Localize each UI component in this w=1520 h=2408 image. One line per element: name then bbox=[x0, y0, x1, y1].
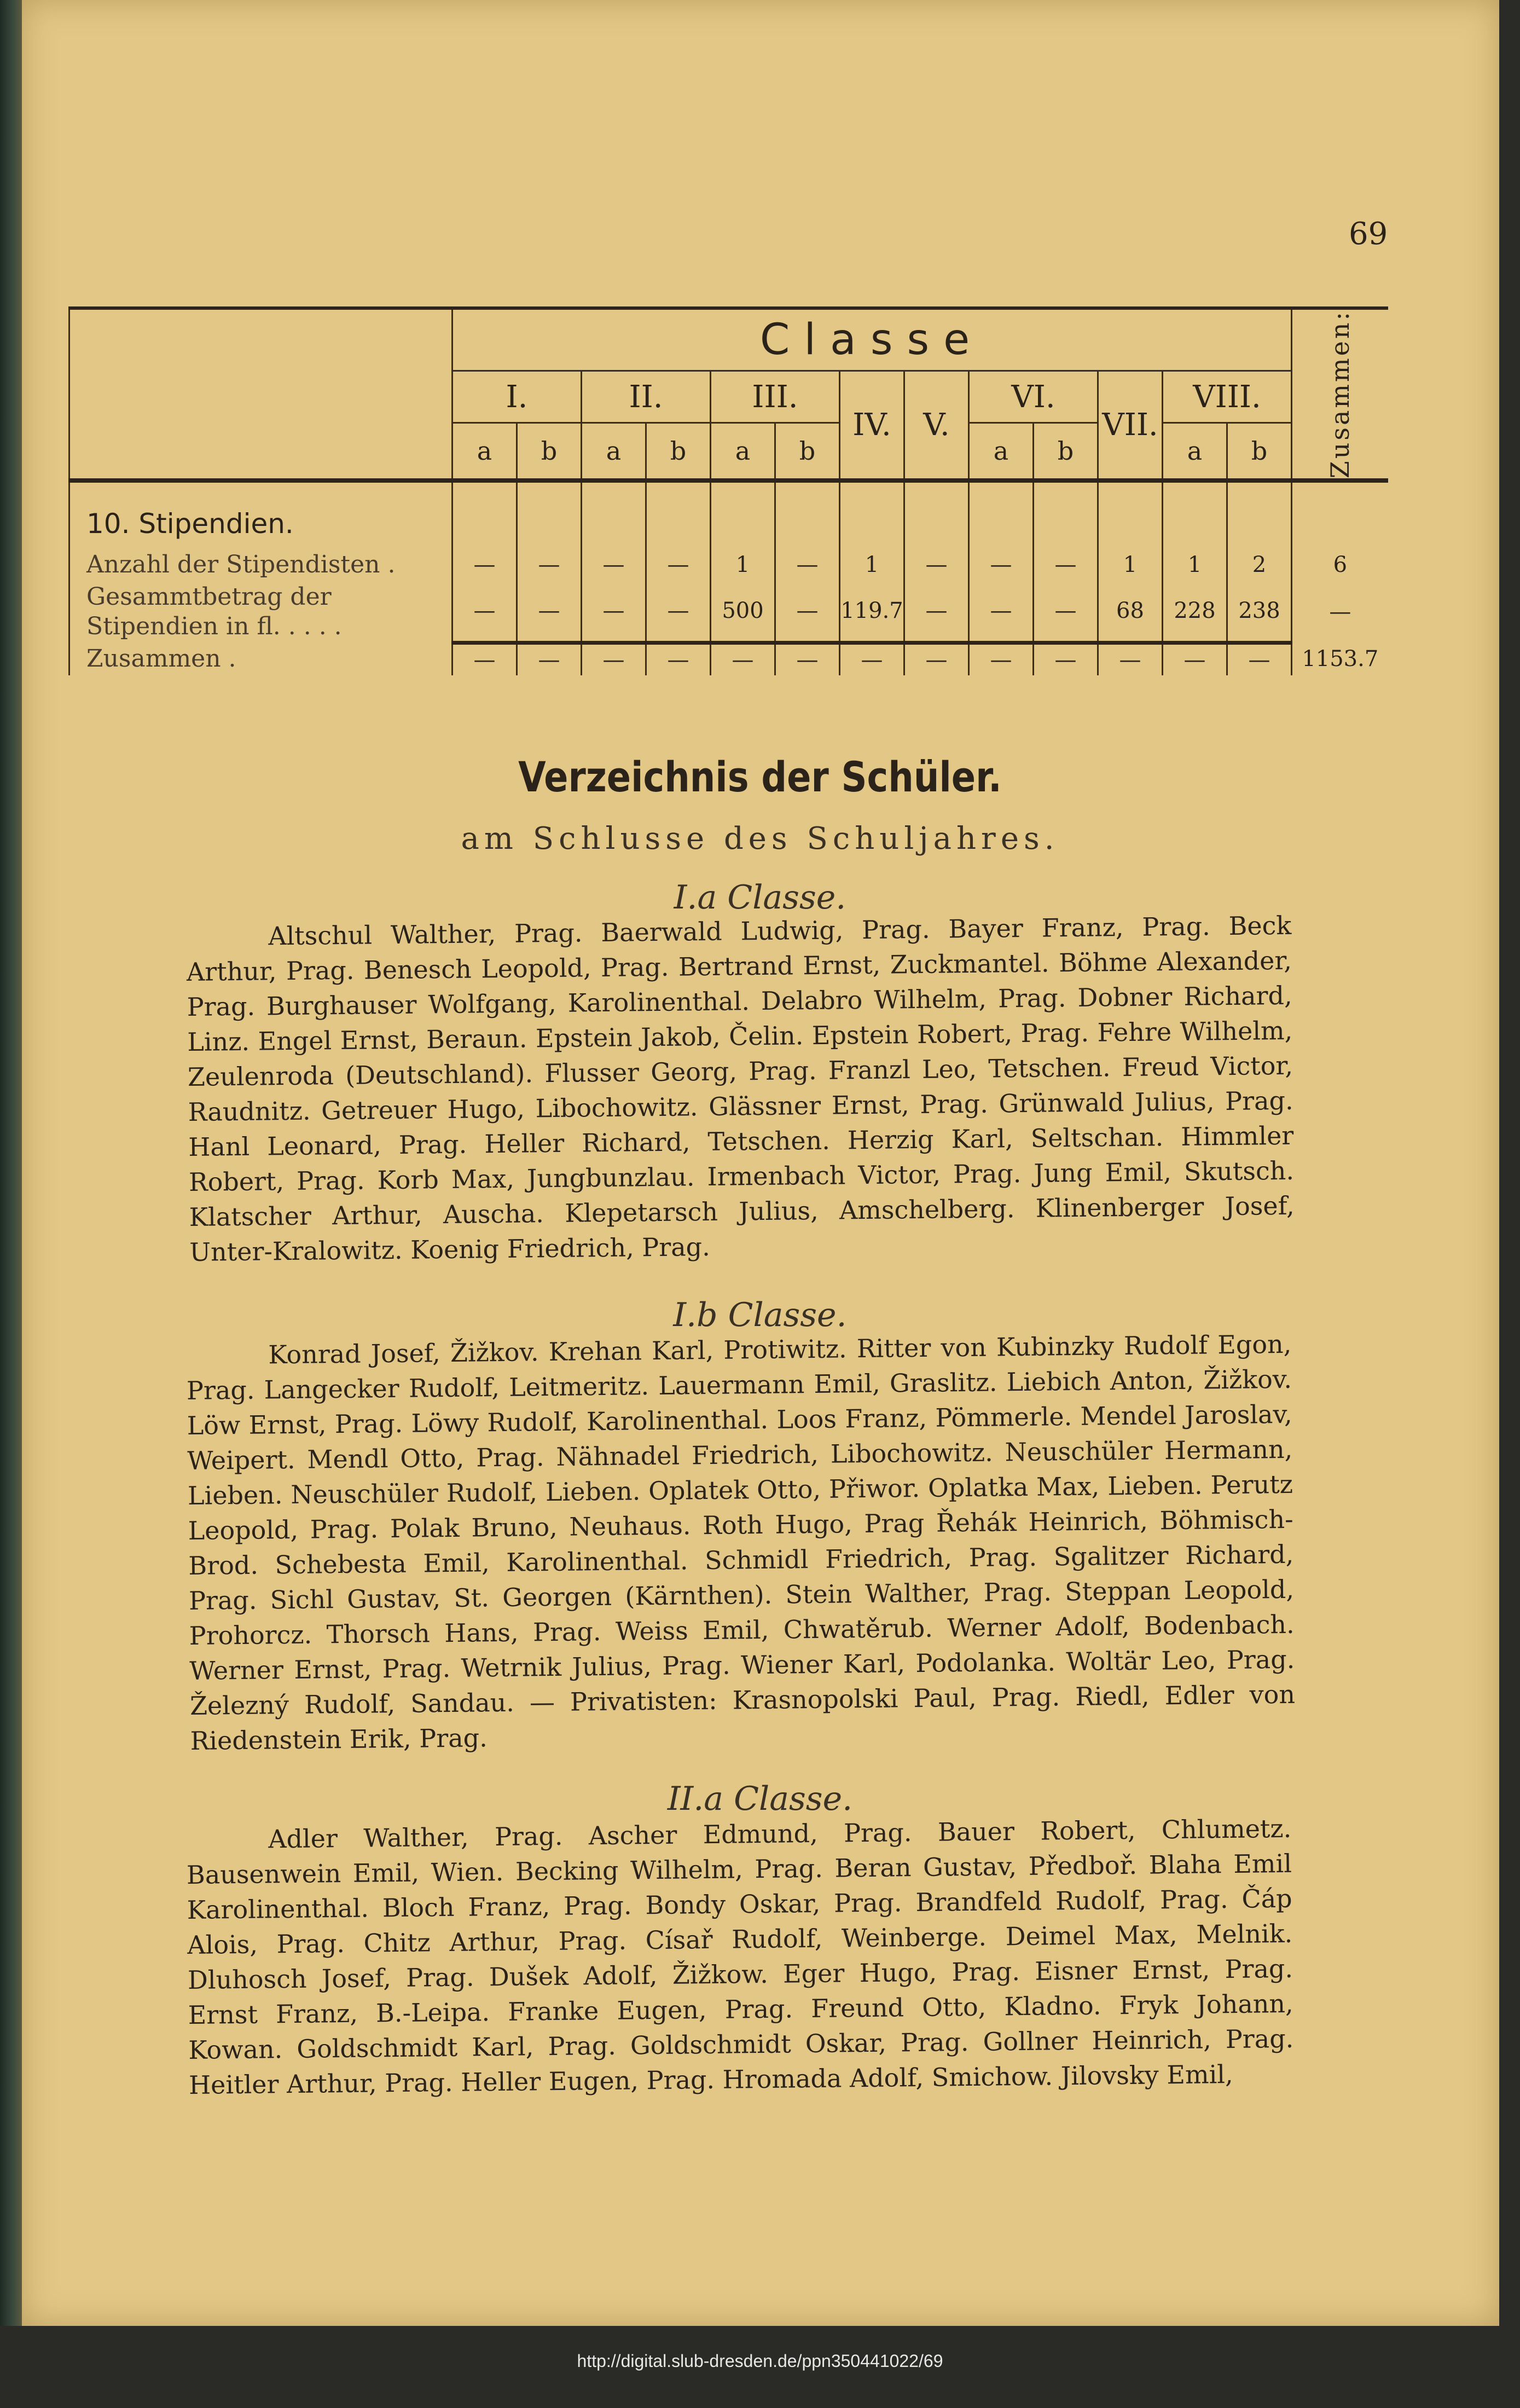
page-number: 69 bbox=[1349, 216, 1388, 252]
class-subdivision: a bbox=[452, 423, 517, 481]
row-total: 6 bbox=[1292, 548, 1388, 581]
row-total: 1153.7 bbox=[1292, 642, 1388, 675]
empty-cell bbox=[1034, 481, 1098, 548]
table-cell: — bbox=[969, 642, 1034, 675]
class-subdivision: a bbox=[582, 423, 646, 481]
table-cell: — bbox=[517, 548, 582, 581]
table-cell: — bbox=[452, 642, 517, 675]
empty-cell bbox=[582, 481, 646, 548]
class-subdivision: a bbox=[711, 423, 775, 481]
empty-cell bbox=[775, 481, 840, 548]
table-cell: — bbox=[517, 642, 582, 675]
section-title: 10. Stipendien. bbox=[69, 481, 452, 548]
total-column-header bbox=[1292, 308, 1388, 481]
empty-cell bbox=[1227, 481, 1292, 548]
table-cell: — bbox=[582, 581, 646, 642]
class-numeral-2: II. bbox=[582, 371, 711, 423]
table-cell: — bbox=[1227, 642, 1292, 675]
table-cell: 238 bbox=[1227, 581, 1292, 642]
table-cell: — bbox=[904, 548, 969, 581]
empty-cell bbox=[517, 481, 582, 548]
source-url: http://digital.slub-dresden.de/ppn350441022/69 bbox=[577, 2351, 943, 2371]
class-subdivision: b bbox=[517, 423, 582, 481]
student-list-1b: Konrad Josef, Žižkov. Krehan Karl, Protiwitz. Ritter von Kubinzky Rudolf Egon, Prag. Langecker Rudolf, Leitmeritz. Lauermann Emil, Graslitz. Liebich Anton, Žižkov. Löw Ernst, Prag. Löwy Rudolf, Karolinenthal. Loos Franz, Pömmerle. Mendel Jaroslav, Weipert. Mendl Otto, Prag. Nähnadel Friedrich, Libochowitz. Neuschüler Hermann, Lieben. Neuschüler Rudolf, Lieben. Oplatek Otto, Přiwor. Oplatka Max, Lieben. Perutz Leopold, Prag. Polak Bruno, Neuhaus. Roth Hugo, Prag Řehák Heinrich, Böhmisch-Brod. Schebesta Emil, Karolinenthal. Schmidl Friedrich, Prag. Sgalitzer Richard, Prag. Sichl Gustav, St. Georgen (Kärnthen). Stein Walther, Prag. Steppan Leopold, Prohorcz. Thorsch Hans, Prag. Weiss Emil, Chwatěrub. Werner Adolf, Bodenbach. Werner Ernst, Prag. Wetrnik Julius, Prag. Wiener Karl, Podolanka. Woltär Leo, Prag. Železný Rudolf, Sandau. — Privatisten: Krasnopolski Paul, Prag. Riedl, Edler von Riedenstein Erik, Prag. bbox=[186, 1329, 1296, 1756]
table-cell: — bbox=[969, 548, 1034, 581]
class-numeral-7: VII. bbox=[1098, 371, 1163, 481]
empty-cell bbox=[646, 481, 711, 548]
class-numeral-8: VIII. bbox=[1163, 371, 1292, 423]
table-row bbox=[69, 548, 1388, 581]
table-cell: — bbox=[840, 642, 904, 675]
total-column-label: Zusammen: bbox=[1325, 310, 1355, 479]
class-numeral-1: I. bbox=[452, 371, 582, 423]
row-label: Zusammen . bbox=[69, 642, 452, 675]
table-cell: — bbox=[582, 642, 646, 675]
class-title-1a: I.a Classe. bbox=[674, 878, 846, 917]
table-cell: — bbox=[517, 581, 582, 642]
table-cell: — bbox=[969, 581, 1034, 642]
empty-cell bbox=[840, 481, 904, 548]
empty-cell bbox=[452, 481, 517, 548]
classe-header: Classe bbox=[452, 308, 1292, 371]
table-cell: — bbox=[452, 581, 517, 642]
table-cell: — bbox=[646, 642, 711, 675]
table-cell: 1 bbox=[840, 548, 904, 581]
empty-cell bbox=[1098, 481, 1163, 548]
empty-cell bbox=[1292, 481, 1388, 548]
empty-cell bbox=[969, 481, 1034, 548]
empty-cell bbox=[1163, 481, 1227, 548]
student-list-1a: Altschul Walther, Prag. Baerwald Ludwig, Prag. Bayer Franz, Prag. Beck Arthur, Prag. Benesch Leopold, Prag. Bertrand Ernst, Zuckmantel. Böhme Alexander, Prag. Burghauser Wolfgang, Karolinenthal. Delabro Wilhelm, Prag. Dobner Richard, Linz. Engel Ernst, Beraun. Epstein Jakob, Čelin. Epstein Robert, Prag. Fehre Wilhelm, Zeulenroda (Deutschland). Flusser Georg, Prag. Franzl Leo, Tetschen. Freud Victor, Raudnitz. Getreuer Hugo, Libochowitz. Glässner Ernst, Prag. Grünwald Julius, Prag. Hanl Leonard, Prag. Heller Richard, Tetschen. Herzig Karl, Seltschan. Himmler Robert, Prag. Korb Max, Jungbunzlau. Irmenbach Victor, Prag. Jung Emil, Skutsch. Klatscher Arthur, Auscha. Klepetarsch Julius, Amschelberg. Klinenberger Josef, Unter-Kralowitz. Koenig Friedrich, Prag. bbox=[186, 910, 1295, 1267]
table-cell: 500 bbox=[711, 581, 775, 642]
empty-cell bbox=[904, 481, 969, 548]
table-corner bbox=[69, 308, 452, 481]
table-cell: — bbox=[646, 548, 711, 581]
class-numeral-5: V. bbox=[904, 371, 969, 481]
class-subdivision: b bbox=[1034, 423, 1098, 481]
table-cell: — bbox=[1098, 642, 1163, 675]
class-subdivision: b bbox=[646, 423, 711, 481]
class-subdivision: a bbox=[969, 423, 1034, 481]
table-cell: 119.7 bbox=[840, 581, 904, 642]
table-cell: — bbox=[904, 642, 969, 675]
row-total: — bbox=[1292, 581, 1388, 642]
class-subdivision: a bbox=[1163, 423, 1227, 481]
class-title-2a: II.a Classe. bbox=[667, 1780, 853, 1818]
table-cell: 1 bbox=[711, 548, 775, 581]
table-cell: — bbox=[775, 548, 840, 581]
stipendien-table bbox=[68, 306, 1387, 717]
table-cell: — bbox=[452, 548, 517, 581]
table-cell: — bbox=[1163, 642, 1227, 675]
table-cell: 228 bbox=[1163, 581, 1227, 642]
table-cell: 1 bbox=[1163, 548, 1227, 581]
row-label: Gesammtbetrag der Stipendien in fl. . . . . bbox=[69, 581, 452, 642]
class-subdivision: b bbox=[1227, 423, 1292, 481]
list-subheading: am Schlusse des Schuljahres. bbox=[461, 821, 1059, 856]
table-cell: — bbox=[1034, 642, 1098, 675]
table-cell: — bbox=[646, 581, 711, 642]
class-numeral-4: IV. bbox=[840, 371, 904, 481]
table-cell: — bbox=[775, 581, 840, 642]
class-title-1b: I.b Classe. bbox=[673, 1296, 847, 1334]
table-cell: — bbox=[775, 642, 840, 675]
classe-table bbox=[68, 306, 1388, 675]
table-cell: 2 bbox=[1227, 548, 1292, 581]
empty-cell bbox=[711, 481, 775, 548]
list-heading: Verzeichnis der Schüler. bbox=[518, 752, 1002, 801]
table-cell: — bbox=[1034, 581, 1098, 642]
table-cell: — bbox=[711, 642, 775, 675]
class-subdivision: b bbox=[775, 423, 840, 481]
class-numeral-6: VI. bbox=[969, 371, 1098, 423]
table-cell: — bbox=[904, 581, 969, 642]
row-label: Anzahl der Stipendisten . bbox=[69, 548, 452, 581]
table-cell: — bbox=[1034, 548, 1098, 581]
table-cell: — bbox=[582, 548, 646, 581]
table-cell: 1 bbox=[1098, 548, 1163, 581]
class-numeral-3: III. bbox=[711, 371, 840, 423]
table-row bbox=[69, 642, 1388, 675]
table-row bbox=[69, 581, 1388, 642]
table-cell: 68 bbox=[1098, 581, 1163, 642]
book-spine bbox=[0, 0, 22, 2326]
student-list-2a: Adler Walther, Prag. Ascher Edmund, Prag. Bauer Robert, Chlumetz. Bausenwein Emil, Wien. Becking Wilhelm, Prag. Beran Gustav, Předboř. Blaha Emil Karolinenthal. Bloch Franz, Prag. Bondy Oskar, Prag. Brandfeld Rudolf, Prag. Čáp Alois, Prag. Chitz Arthur, Prag. Císař Rudolf, Weinberge. Deimel Max, Melnik. Dluhosch Josef, Prag. Dušek Adolf, Žižkow. Eger Hugo, Prag. Eisner Ernst, Prag. Ernst Franz, B.-Leipa. Franke Eugen, Prag. Freund Otto, Kladno. Fryk Johann, Kowan. Goldschmidt Karl, Prag. Goldschmidt Oskar, Prag. Gollner Heinrich, Prag. Heitler Arthur, Prag. Heller Eugen, Prag. Hromada Adolf, Smichow. Jilovsky Emil, bbox=[186, 1813, 1294, 2100]
